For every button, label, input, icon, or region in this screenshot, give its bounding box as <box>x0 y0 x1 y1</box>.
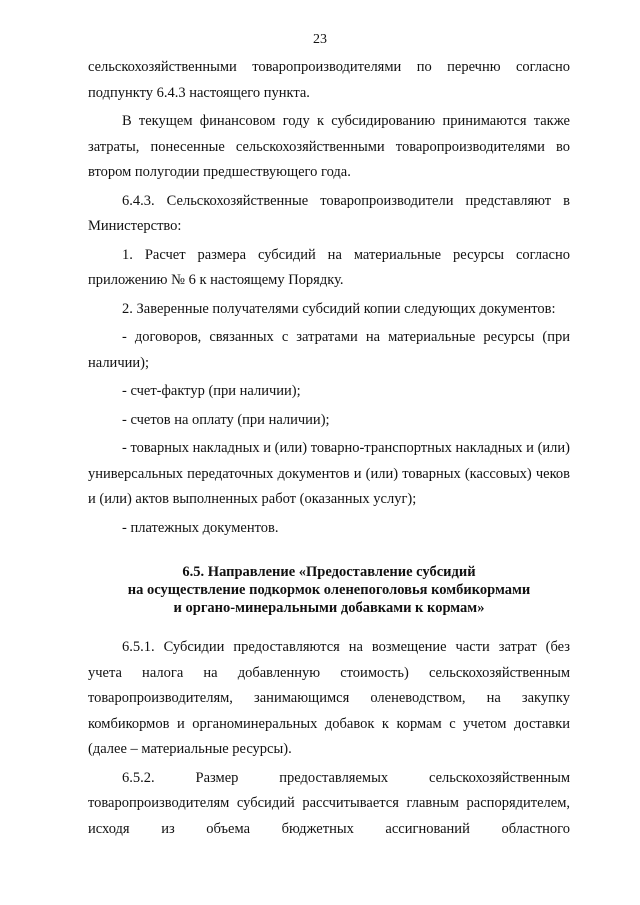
paragraph: сельскохозяйственными товаропроизводителями по перечню согласно подпункту 6.4.3 настоящего пункта. <box>88 59 570 101</box>
list-item: - товарных накладных и (или) товарно-транспортных накладных и (или) универсальных передаточных документов и (или) товарных (кассовых) чеков и (или) актов выполненных работ (оказанных услуг); <box>88 440 570 507</box>
section-heading-line: и органо-минеральными добавками к кормам» <box>173 600 485 616</box>
page-number: 23 <box>313 32 327 47</box>
list-item: 1. Расчет размера субсидий на материальные ресурсы согласно приложению № 6 к настоящему Порядку. <box>88 246 570 288</box>
list-item: - договоров, связанных с затратами на материальные ресурсы (при наличии); <box>88 329 570 371</box>
list-item: 2. Заверенные получателями субсидий копии следующих документов: <box>122 300 556 317</box>
list-item: - счет-фактур (при наличии); <box>122 383 301 399</box>
section-heading-line: на осуществление подкормок оленепоголовья комбикормами <box>127 582 531 598</box>
section-heading <box>88 563 570 617</box>
section-heading-line: 6.5. Направление «Предоставление субсидий <box>182 564 476 580</box>
paragraph: 6.4.3. Сельскохозяйственные товаропроизводители представляют в Министерство: <box>88 192 570 234</box>
paragraph: 6.5.2. Размер предоставляемых сельскохозяйственным товаропроизводителям субсидий рассчитывается главным распорядителем, исходя из объема бюджетных ассигнований областного <box>88 769 570 837</box>
paragraph: 6.5.1. Субсидии предоставляются на возмещение части затрат (без учета налога на добавленную стоимость) сельскохозяйственным товаропроизводителям, занимающимся оленеводством, на закупку комбикормов и органоминеральных добавок к кормам с учетом доставки (далее – материальные ресурсы). <box>88 639 570 757</box>
list-item: - счетов на оплату (при наличии); <box>122 411 330 428</box>
document-body <box>88 55 570 842</box>
list-item: - платежных документов. <box>122 519 279 536</box>
paragraph: В текущем финансовом году к субсидированию принимаются также затраты, понесенные сельскохозяйственными товаропроизводителями во втором полугодии предшествующего года. <box>88 113 570 180</box>
